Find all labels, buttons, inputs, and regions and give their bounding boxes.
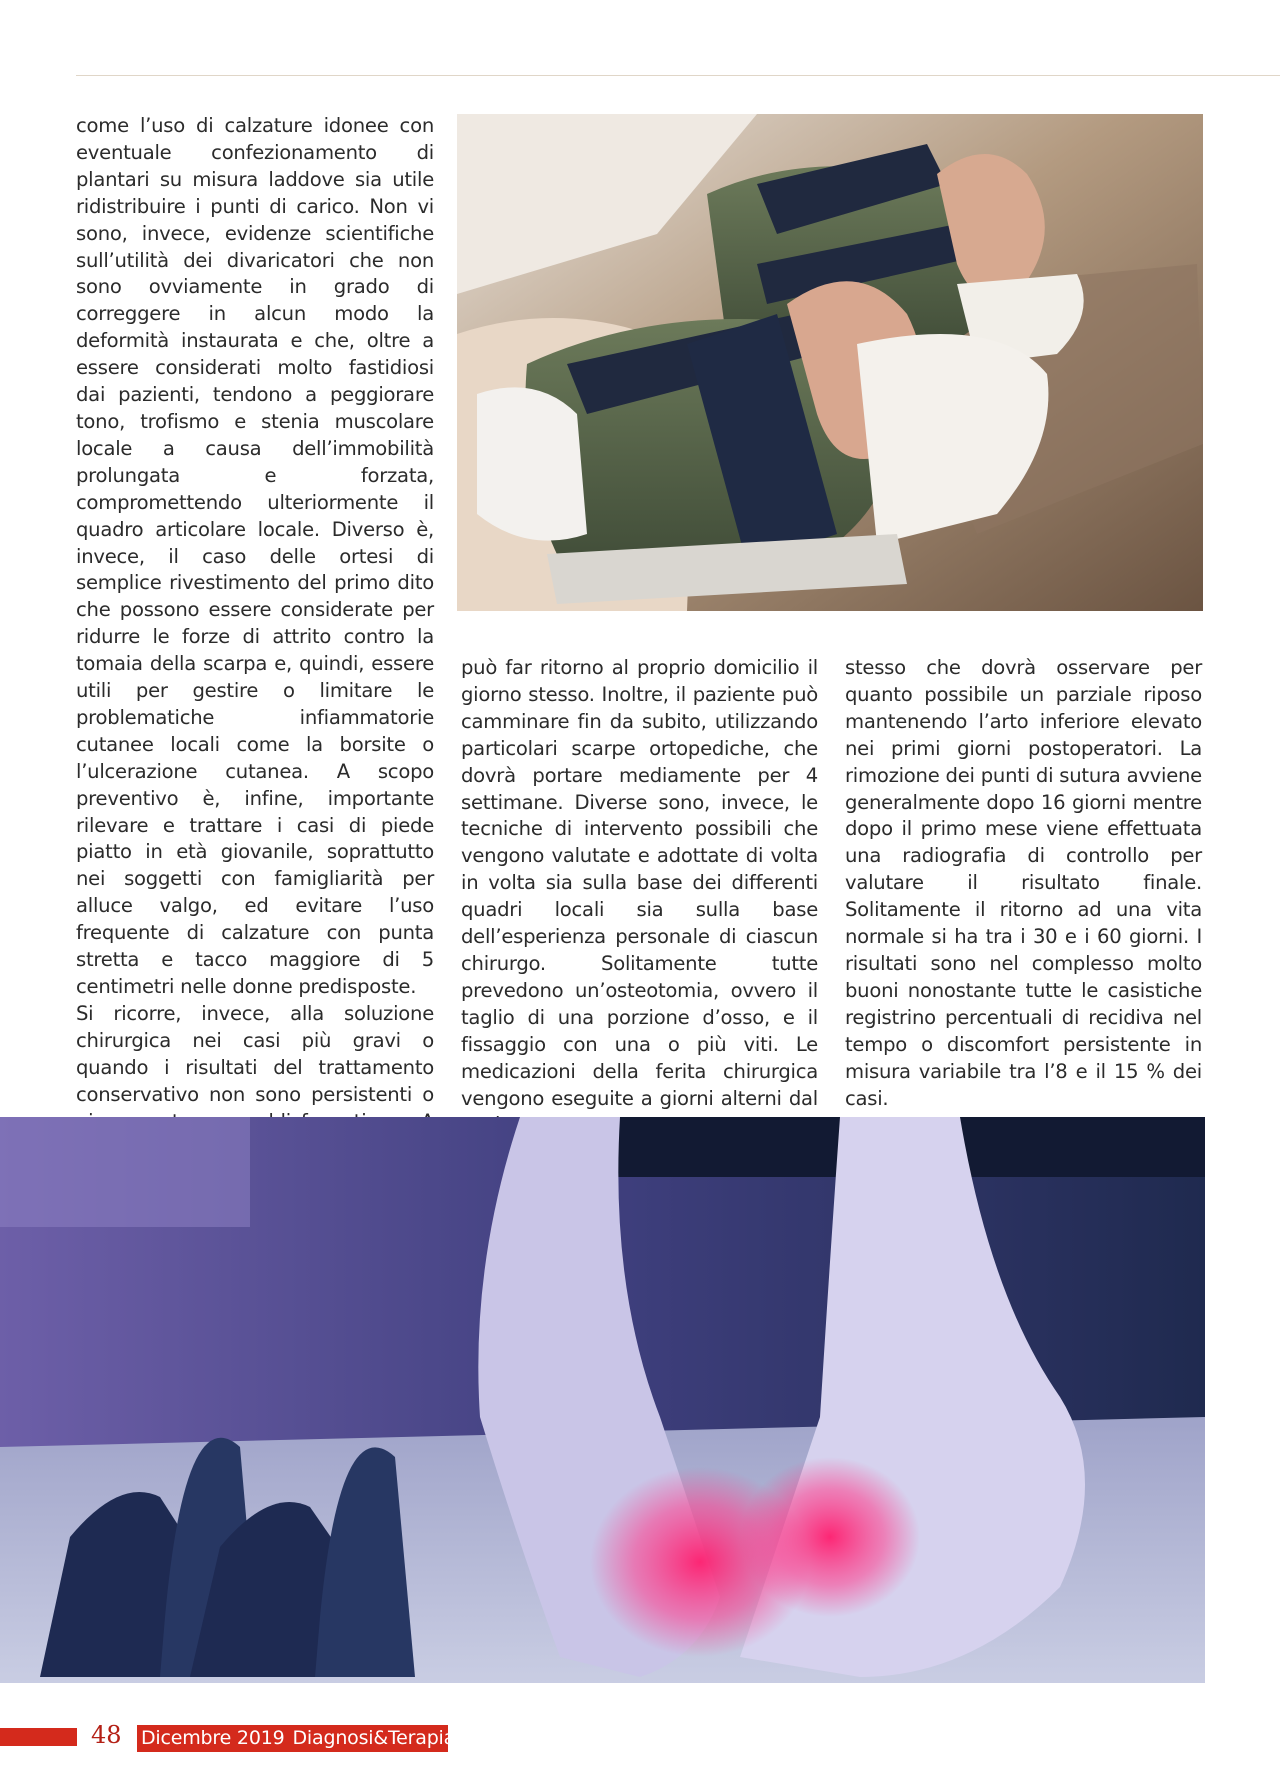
header-rule <box>76 75 1280 76</box>
orthopedic-shoes-photo <box>457 114 1203 611</box>
article-column-2 <box>461 655 818 1139</box>
issue-date: Dicembre 2019 <box>141 1727 285 1749</box>
paragraph: può far ritorno al proprio domicilio il giorno stesso. Inoltre, il paziente può camminare fin da subito, utilizzando particolari scarpe ortopediche, che dovrà portare mediamente per 4 settimane. Diverse sono, invece, le tecniche di intervento possibili che vengono valutate e adottate di volta in volta sia sulla base dei differenti quadri locali sia sulla base dell’esperienza personale di ciascun chirurgo. Solitamente tutte prevedono un’osteotomia, ovvero il taglio di una porzione d’osso, e il fissaggio con una o più viti. Le medicazioni della ferita chirurgica vengono eseguite a giorni alterni dal <box>461 656 818 1110</box>
paragraph: Si ricorre, invece, alla soluzione chirurgica nei casi più gravi o quando i risultati del trattamento conservativo non sono persistenti o <box>76 1001 434 1106</box>
paragraph: stesso che dovrà osservare per quanto possibile un parziale riposo mantenendo l’arto inferiore elevato nei primi giorni postoperatori. La rimozione dei punti di sutura avviene generalmente dopo 16 giorni mentre dopo il primo mese viene effettuata una radiografia di controllo per valutare il risultato finale. Solitamente il ritorno ad una vita normale si ha tra i 30 e i 60 giorni. I risultati sono nel complesso molto buoni nonostante tutte le casistiche registrino percentuali di recidiva nel tempo o discomfort persistente in misura variabile tra l’8 e il 15 % dei casi. <box>845 656 1202 1110</box>
article-column-3 <box>845 655 1202 1112</box>
page-number: 48 <box>91 1721 122 1749</box>
bunion-feet-photo <box>0 1117 1205 1683</box>
article-column-1 <box>76 113 434 1216</box>
magazine-label <box>137 1725 456 1752</box>
paragraph: come l’uso di calzature idonee con eventuale confezionamento di plantari su misura laddove sia utile ridistribuire i punti di carico. Non vi sono, invece, evidenze scientifiche sull’utilità dei divaricatori che non sono ovviamente in grado di correggere in alcun modo la deformità instaurata e che, oltre a essere considerati molto fastidiosi dai pazienti, tendono a peggiorare tono, trofismo e stenia muscolare locale a causa dell’immobilità prolungata e forzata, compromettendo ulteriormente il quadro articolare locale. Diverso è, invece, il caso delle ortesi di semplice rivestimento del primo dito che possono essere considerate per ridurre le forze di attrito contro la tomaia della scarpa e, quindi, essere utili per gestire o limitare le problematiche infiammatorie cutanee locali come la borsite o l’ulcerazione cutanea. A scopo preventivo è, infine, importante rilevare e trattare i casi di piede piatto in età giovanile, soprattutto nei soggetti con famigliarità per alluce valgo, ed evitare l’uso frequente di calzature con punta stretta e tacco maggiore di 5 centimetri nelle donne predisposte. <box>76 114 434 998</box>
footer-accent-bar <box>0 1728 77 1746</box>
magazine-title: Diagnosi&Terapia <box>292 1727 456 1749</box>
